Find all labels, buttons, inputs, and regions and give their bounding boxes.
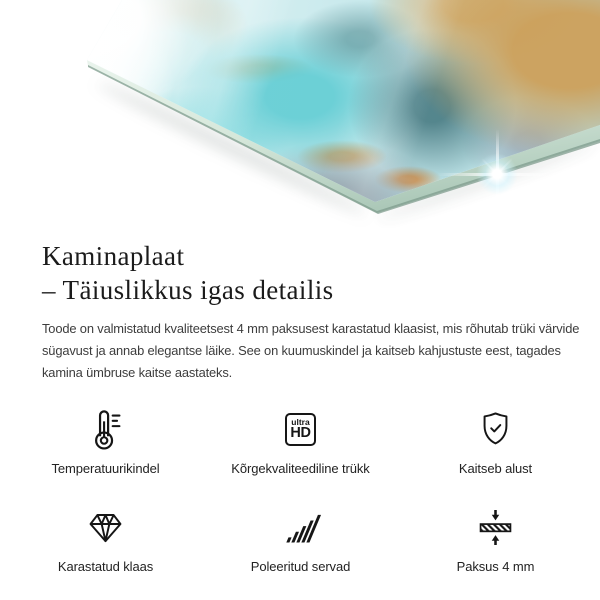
feature-korgekvaliteediline-trukk (203, 404, 398, 476)
shield-check-icon (475, 407, 516, 451)
thickness-icon (475, 504, 516, 551)
feature-paksus-4mm (398, 502, 593, 574)
description-line: sügavust ja annab elegantse läike. See on kuumuskindel ja kaitseb kahjustuste eest, tagades (42, 342, 561, 358)
feature-temperatuurikindel (8, 404, 203, 476)
ultra-hd-label-top: ultra (291, 417, 310, 428)
ultra-hd-icon (285, 413, 316, 446)
title-line-1: Kaminaplaat (42, 241, 185, 271)
title-line-2: – Täiuslikkus igas detailis (42, 275, 334, 305)
diamond-icon (85, 508, 126, 546)
page-title (42, 239, 600, 307)
feature-grid (8, 404, 600, 574)
feature-label: Paksus 4 mm (456, 559, 535, 575)
feature-poleeritud-servad (203, 502, 398, 574)
description-line: Toode on valmistatud kvaliteetsest 4 mm paksusest karastatud klaasist, mis rõhutab trüki värvide (42, 321, 580, 336)
glass-reflection (0, 0, 600, 230)
feature-label: Kaitseb alust (458, 461, 533, 477)
feature-label: Kõrgekvaliteediline trükk (231, 461, 370, 477)
description-line: kamina ümbruse kaitse aastateks. (42, 364, 233, 380)
feature-label: Poleeritud servad (250, 559, 351, 575)
feature-kaitseb-alust (398, 404, 593, 476)
feature-label: Temperatuurikindel (51, 461, 160, 477)
ultra-hd-label-bottom: HD (290, 425, 311, 442)
hero-image (0, 0, 600, 230)
product-description (42, 318, 600, 383)
feature-karastatud-klaas (8, 502, 203, 574)
polished-edges-icon (280, 508, 322, 546)
thermometer-icon (83, 405, 129, 453)
feature-label: Karastatud klaas (57, 559, 154, 575)
